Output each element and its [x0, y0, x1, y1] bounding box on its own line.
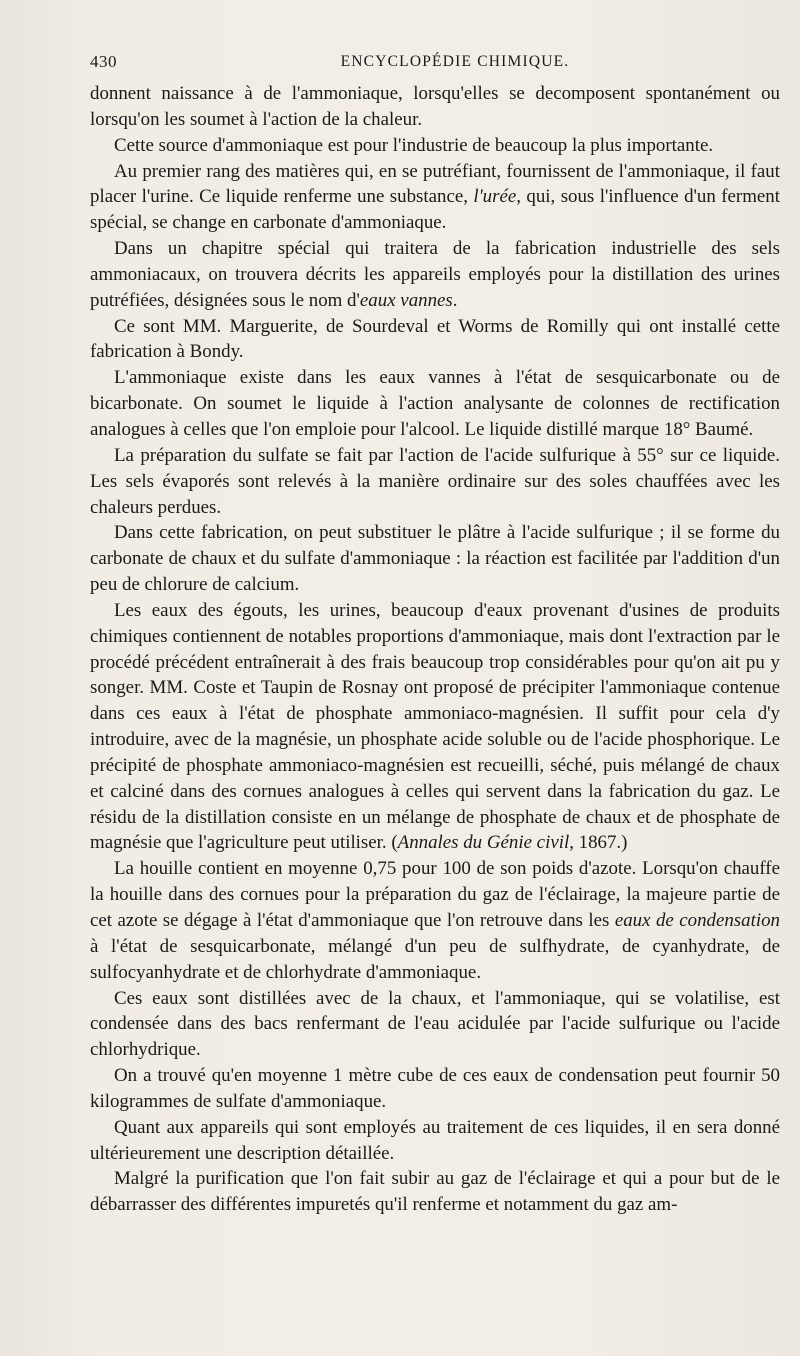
paragraph-9-italic: Annales du Génie civil: [397, 832, 570, 854]
paragraph-1: donnent naissance à de l'ammoniaque, lorsqu'elles se decomposent spontanément ou lorsqu'on les soumet à l'action de la chaleur.: [90, 83, 780, 130]
paragraph-4-italic: eaux vannes: [359, 289, 453, 311]
page-number: 430: [90, 52, 117, 71]
paragraph-10-text-end: à l'état de sesquicarbonate, mélangé d'un peu de sulfhydrate, de cyanhydrate, de sulfocyanhydrate et de chlorhydrate d'ammoniaque.: [90, 935, 780, 983]
paragraph-7: La préparation du sulfate se fait par l'action de l'acide sulfurique à 55° sur ce liquide. Les sels évaporés sont relevés à la manière ordinaire sur des soles chauffées avec les chaleurs perdues.: [90, 444, 780, 518]
paragraph-2: Cette source d'ammoniaque est pour l'industrie de beaucoup la plus importante.: [114, 134, 714, 156]
paragraph-8: Dans cette fabrication, on peut substituer le plâtre à l'acide sulfurique ; il se forme du carbonate de chaux et du sulfate d'ammoniaque : la réaction est facilitée par l'addition d'un peu de chlorure de calcium.: [90, 522, 780, 596]
paragraph-4-text-end: .: [452, 289, 458, 311]
paragraph-3-text: Au premier rang des matières qui, en se putréfiant, fournissent de l'ammoniaque, il faut placer l'urine. Ce liquide renferme une substance,: [90, 160, 780, 208]
paragraph-12: On a trouvé qu'en moyenne 1 mètre cube de ces eaux de condensation peut fournir 50 kilogrammes de sulfate d'ammoniaque.: [90, 1065, 780, 1112]
body-text: [90, 81, 780, 1218]
page-header: [90, 52, 780, 78]
running-title: ENCYCLOPÉDIE CHIMIQUE.: [340, 53, 570, 70]
paragraph-9-text: Les eaux des égouts, les urines, beaucoup d'eaux provenant d'usines de produits chimiques contiennent de notables proportions d'ammoniaque, mais dont l'extraction par le procédé précédent entraînerait à des frais beaucoup trop considérables pour qu'on ait pu y songer. MM. Coste et Taupin de Rosnay ont proposé de précipiter l'ammoniaque contenue dans ces eaux à l'état de phosphate ammoniaco-magnésien. Il suffit pour cela d'y introduire, avec de la magnésie, un phosphate acide soluble ou de l'acide phosphorique. Le précipité de phosphate ammoniaco-magnésien est recueilli, séché, puis mélangé de chaux et calciné dans des cornues analogues à celles qui servent dans la fabrication du gaz. Le résidu de la distillation consiste en un mélange de phosphate de chaux et de phosphate de magnésie que l'agriculture peut utiliser. (: [90, 599, 780, 854]
paragraph-9: [90, 598, 780, 856]
paragraph-5: Ce sont MM. Marguerite, de Sourdeval et Worms de Romilly qui ont installé cette fabrication à Bondy.: [90, 315, 780, 363]
paragraph-3: [90, 159, 780, 237]
paragraph-4-text: Dans un chapitre spécial qui traitera de la fabrication industrielle des sels ammoniacaux, on trouvera décrits les appareils employés pour la distillation des urines putréfiées, désignées sous le nom d': [90, 238, 780, 311]
paragraph-13: Quant aux appareils qui sont employés au traitement de ces liquides, il en sera donné ultérieurement une description détaillée.: [90, 1116, 780, 1164]
paragraph-10-text: La houille contient en moyenne 0,75 pour 100 de son poids d'azote. Lorsqu'on chauffe la houille dans des cornues pour la préparation du gaz de l'éclairage, la majeure partie de cet azote se dégage à l'état d'ammoniaque que l'on retrouve dans les: [90, 858, 780, 931]
paragraph-4: [90, 236, 780, 314]
paragraph-10-italic: eaux de condensation: [614, 910, 780, 931]
paragraph-9-text-end: , 1867.): [569, 832, 628, 854]
paragraph-10: [90, 856, 780, 985]
paragraph-3-text-end: , qui, sous l'influence d'un ferment spécial, se change en carbonate d'ammoniaque.: [90, 186, 780, 234]
paragraph-14: Malgré la purification que l'on fait subir au gaz de l'éclairage et qui a pour but de le débarrasser des différentes impuretés qu'il renferme et notamment du gaz am-: [90, 1168, 780, 1216]
paragraph-3-italic: l'urée: [473, 186, 517, 208]
paragraph-11: Ces eaux sont distillées avec de la chaux, et l'ammoniaque, qui se volatilise, est condensée dans des bacs renfermant de l'eau acidulée par l'acide sulfurique ou l'acide chlorhydrique.: [90, 987, 780, 1061]
paragraph-6: L'ammoniaque existe dans les eaux vannes à l'état de sesquicarbonate ou de bicarbonate. On soumet le liquide à l'action analysante de colonnes de rectification analogues à celles que l'on emploie pour l'alcool. Le liquide distillé marque 18° Baumé.: [90, 367, 780, 440]
